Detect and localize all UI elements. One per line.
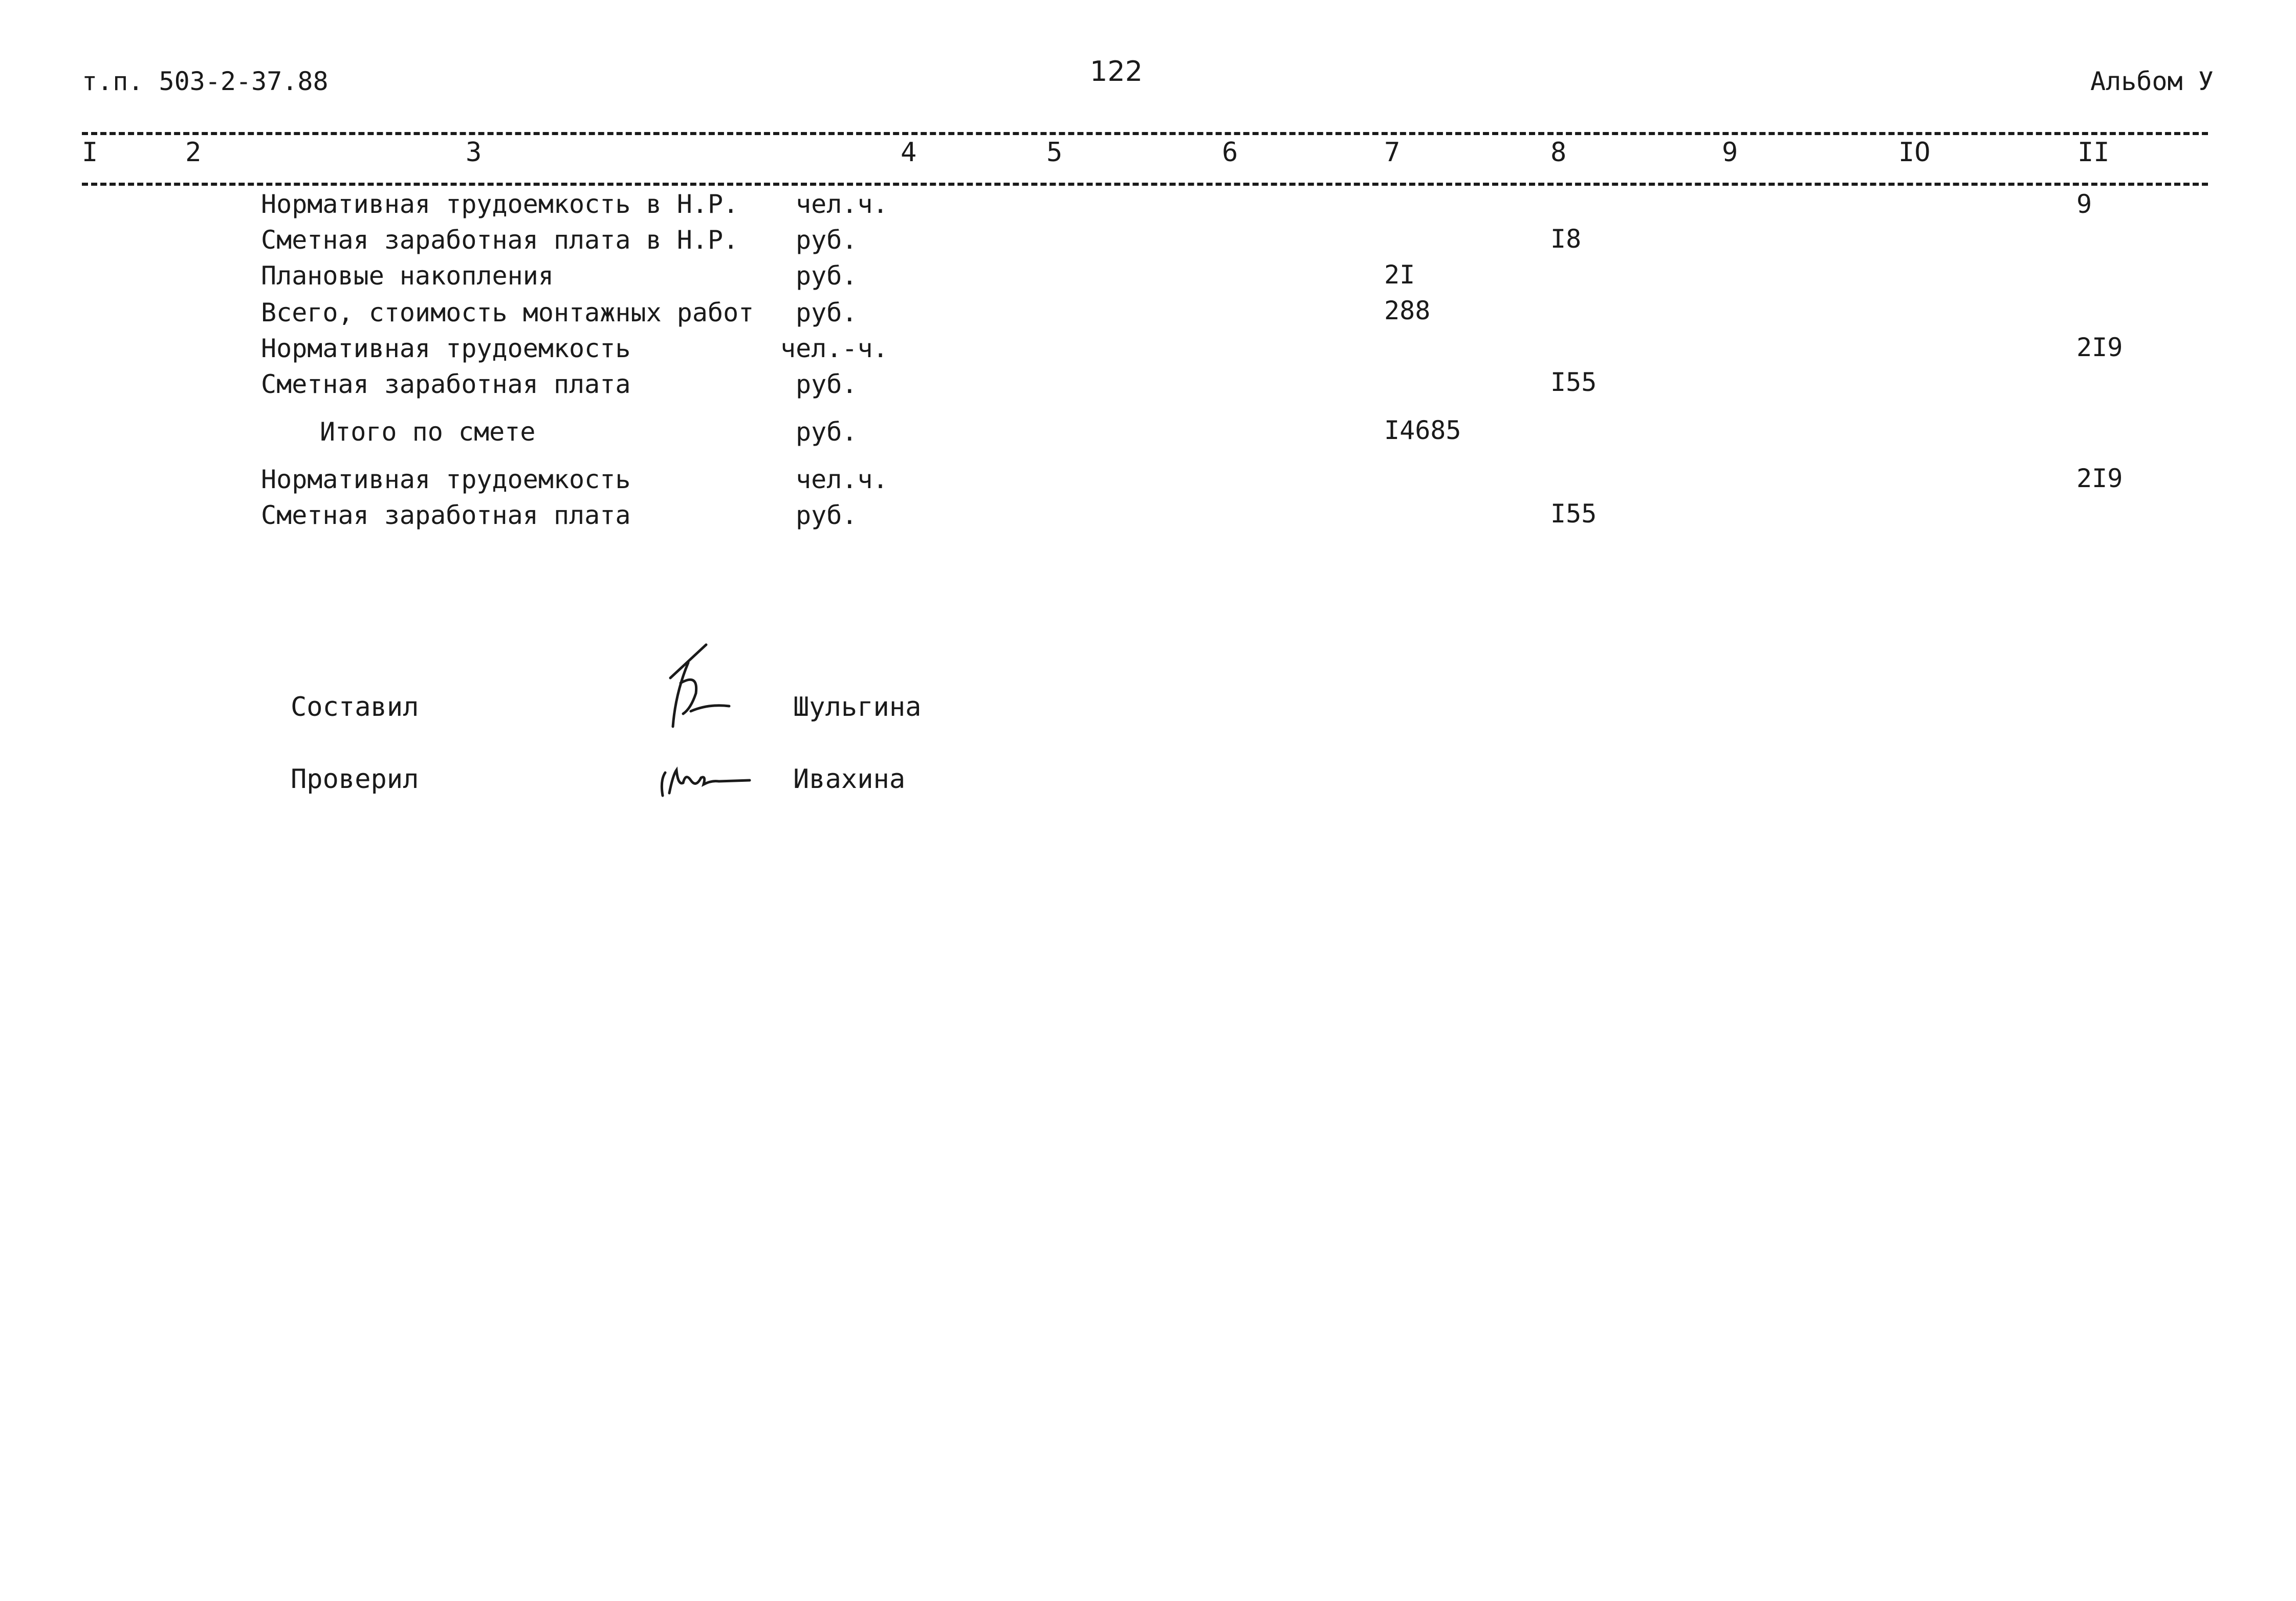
column-number-9: 9 [1722, 137, 1738, 168]
page-number: 122 [1090, 55, 1143, 87]
column-number-11: II [2078, 137, 2110, 168]
row-unit: руб. [796, 261, 858, 291]
column-number-6: 6 [1222, 137, 1238, 168]
column-number-5: 5 [1046, 137, 1063, 168]
checker-name: Ивахина [793, 764, 906, 795]
column-number-2: 2 [185, 137, 202, 168]
row-unit: руб. [796, 225, 858, 255]
column-number-1: I [82, 137, 98, 168]
checked-by-label: Проверил [291, 764, 419, 795]
row-description: Сметная заработная плата [261, 500, 631, 530]
column-number-10: IO [1898, 137, 1931, 168]
row-description: Всего, стоимость монтажных работ [261, 298, 754, 327]
row-unit: чел.-ч. [780, 334, 888, 363]
row-unit: чел.ч. [796, 189, 888, 219]
row-unit: руб. [796, 417, 858, 447]
row-description: Нормативная трудоемкость [261, 465, 631, 494]
header-bottom-rule [82, 183, 2208, 186]
total-label: Итого по смете [320, 417, 536, 447]
row-col7: 288 [1384, 296, 1431, 325]
signature-checker [655, 760, 752, 801]
row-unit: чел.ч. [796, 465, 888, 494]
row-unit: руб. [796, 298, 858, 327]
row-col8: I55 [1550, 367, 1597, 397]
row-col8: I55 [1550, 499, 1597, 529]
row-description: Плановые накопления [261, 261, 554, 291]
row-description: Нормативная трудоемкость в Н.Р. [261, 189, 739, 219]
row-unit: руб. [796, 369, 858, 399]
row-col11: 2I9 [2076, 464, 2123, 493]
column-number-8: 8 [1550, 137, 1567, 168]
compiled-by-label: Составил [291, 692, 419, 722]
row-description: Сметная заработная плата в Н.Р. [261, 225, 739, 255]
document-code: т.п. 503-2-37.88 [82, 67, 329, 96]
row-col11: 9 [2076, 189, 2092, 219]
column-number-7: 7 [1384, 137, 1401, 168]
row-col8: I8 [1550, 224, 1582, 254]
signature-compiler [660, 642, 732, 734]
column-number-3: 3 [466, 137, 482, 168]
row-description: Нормативная трудоемкость [261, 334, 631, 363]
row-col11: 2I9 [2076, 333, 2123, 362]
album-label: Альбом У [2090, 67, 2214, 96]
compiler-name: Шульгина [793, 692, 922, 722]
header-top-rule [82, 132, 2208, 135]
column-number-4: 4 [901, 137, 917, 168]
row-description: Сметная заработная плата [261, 369, 631, 399]
row-unit: руб. [796, 500, 858, 530]
row-col7: 2I [1384, 260, 1415, 290]
total-value: I4685 [1384, 415, 1461, 445]
